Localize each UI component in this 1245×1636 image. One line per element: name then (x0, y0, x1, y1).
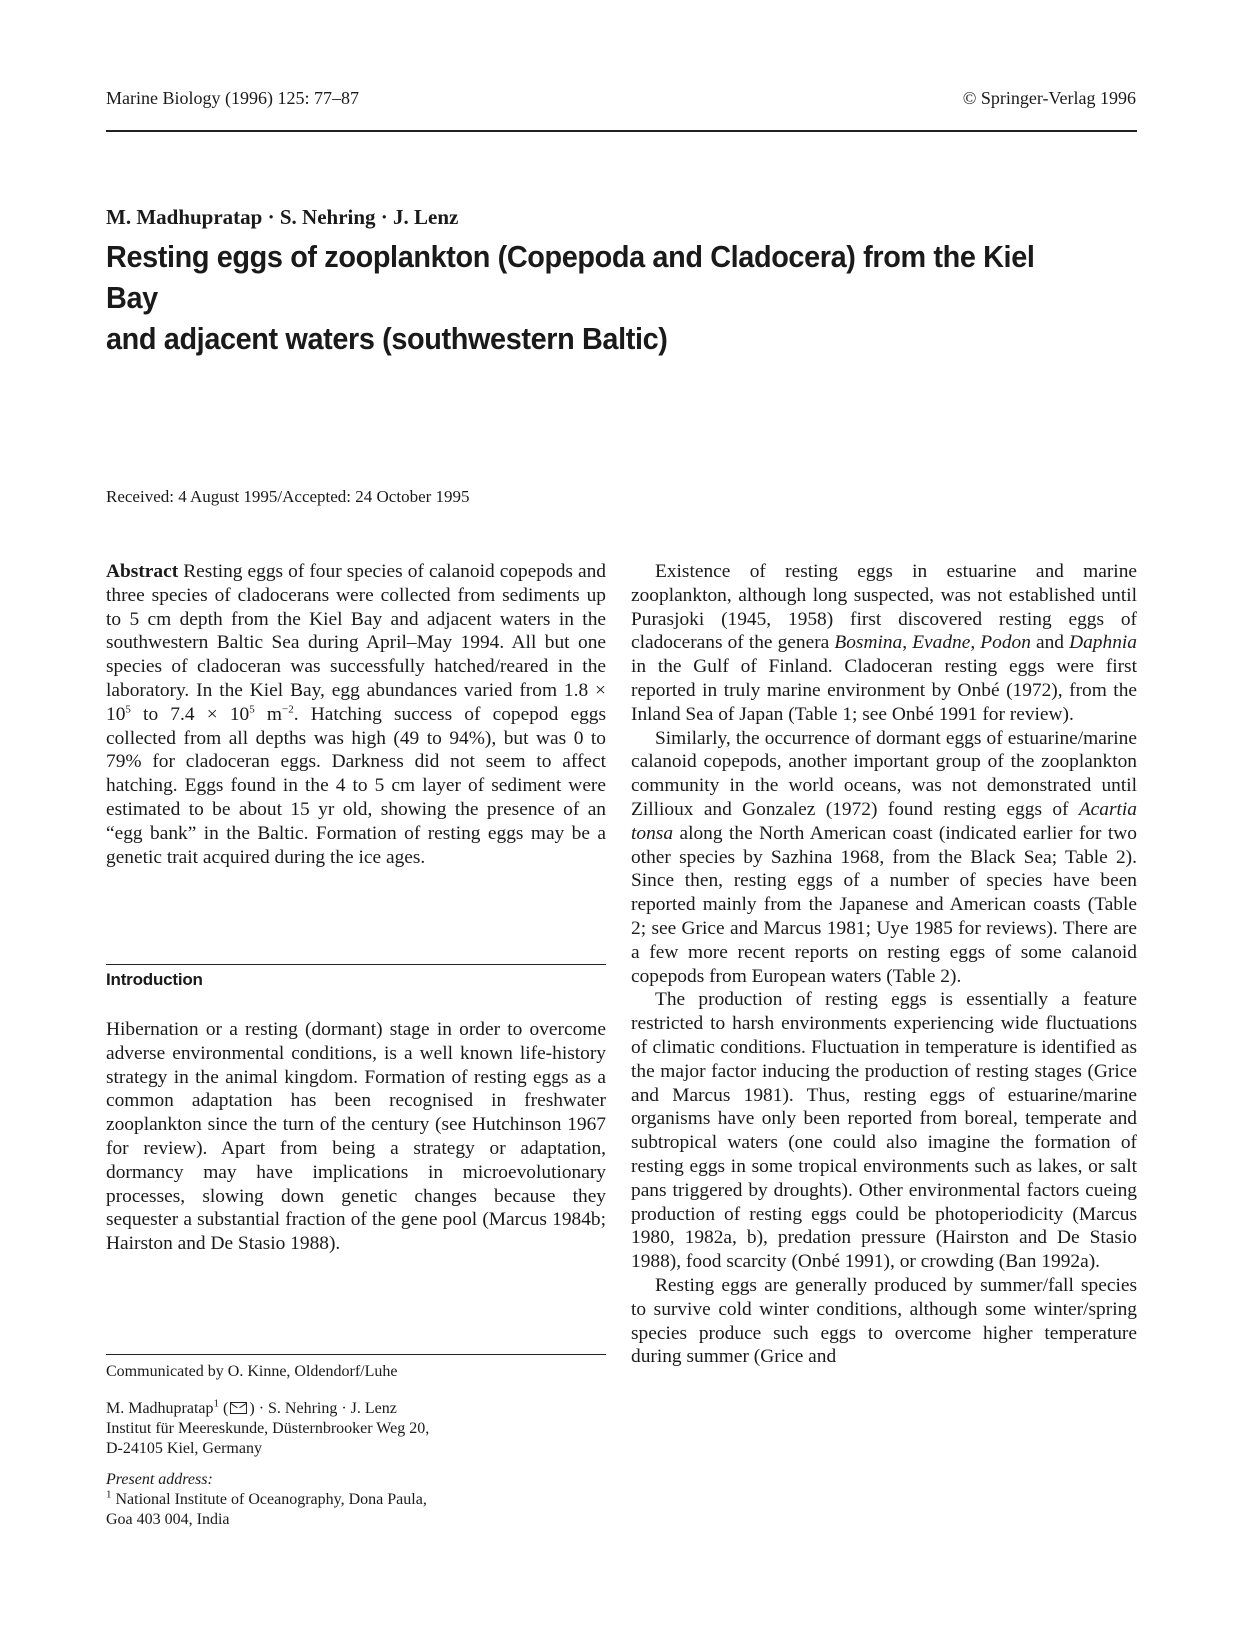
abstract-text: . Hatching success of copepod eggs collected from all depths was high (49 to 94%), but was 0 to 79% for cladoceran eggs. Darkness did not seem to affect hatching. Eggs found in the 4 to 5 cm layer of sediment were estimated to be about 15 yr old, showing the presence of an “egg bank” in the Baltic. Formation of resting eggs may be a genetic trait acquired during the ice ages. (106, 703, 607, 868)
copyright-notice: © Springer-Verlag 1996 (962, 88, 1136, 108)
article-title (106, 236, 1073, 359)
body-paragraph (631, 560, 1137, 727)
title-line-1: Resting eggs of zooplankton (Copepoda and Cladocera) from the Kiel Bay (106, 239, 1035, 315)
body-paragraph (631, 727, 1137, 989)
present-address (106, 1470, 427, 1530)
author-name: M. Madhupratap (106, 1400, 214, 1417)
abstract-text: m (254, 703, 282, 725)
exponent: −2 (281, 703, 294, 716)
separator: and (1030, 632, 1070, 654)
communicated-text: Communicated by O. Kinne, Oldendorf/Luhe (106, 1363, 398, 1380)
introduction-heading: Introduction (106, 970, 203, 989)
author-address (106, 1399, 429, 1459)
genus-name: Podon (980, 632, 1031, 654)
present-address-text: National Institute of Oceanography, Dona Paula, (111, 1491, 427, 1508)
journal-citation: Marine Biology (1996) 125: 77–87 (106, 88, 359, 108)
institute-address: Institut für Meereskunde, Düsternbrooker Weg 20, (106, 1420, 430, 1437)
abstract-label: Abstract (106, 561, 179, 582)
title-line-2: and adjacent waters (southwestern Baltic) (106, 321, 668, 356)
body-text: Existence of resting eggs in estuarine and marine zooplankton, although long suspected, was not established until Purasjoki (1945, 1958) first discovered resting eggs of cladocerans of the genera (631, 561, 1137, 654)
author-list: M. Madhupratap · S. Nehring · J. Lenz (106, 205, 459, 229)
section-divider (106, 964, 606, 965)
body-text: in the Gulf of Finland. Cladoceran resting eggs were first reported in truly marine environment by Onbé (1972), from the Inland Sea of Japan (Table 1; see Onbé 1991 for review). (631, 656, 1137, 725)
body-text: along the North American coast (indicated earlier for two other species by Sazhina 1968, from the Black Sea; Table 2). Since then, resting eggs of a number of species have been reported mainly from the Japanese and American coasts (Table 2; see Grice and Marcus 1981; Uye 1985 for reviews). There are a few more recent reports on resting eggs of some calanoid copepods from European waters (Table 2). (631, 822, 1137, 987)
coauthors: · S. Nehring · J. Lenz (254, 1400, 397, 1417)
exponent: 5 (125, 703, 131, 716)
abstract-paragraph (106, 560, 606, 869)
header-divider (106, 130, 1137, 132)
genus-name: Bosmina (834, 632, 903, 654)
running-head (106, 88, 1136, 109)
genus-name: Daphnia (1069, 632, 1137, 654)
body-paragraph: Resting eggs are generally produced by summer/fall species to survive cold winter conditions, although some winter/spring species produce such eggs to overcome higher temperature during summer (Grice and (631, 1274, 1137, 1368)
body-paragraph: The production of resting eggs is essentially a feature restricted to harsh environments experiencing wide fluctuations of climatic conditions. Fluctuation in temperature is identified as the major factor inducing the production of resting stages (Grice and Marcus 1981). Thus, resting eggs of estuarine/marine organisms have only been reported from boreal, temperate and subtropical waters (one could also imagine the formation of resting eggs in some tropical environments such as lakes, or salt pans triggered by droughts). Other environmental factors cueing production of resting eggs could be photoperiodicity (Marcus 1980, 1982a, b), predation pressure (Hairston and De Stasio 1988), food scarcity (Onbé 1991), or crowding (Ban 1992a). (631, 989, 1137, 1273)
present-address-label: Present address: (106, 1471, 213, 1488)
right-column (631, 560, 1137, 1369)
abstract-text: Resting eggs of four species of calanoid copepods and three species of cladocerans were collected from sediments up to 5 cm depth from the Kiel Bay and adjacent waters in the southwestern Baltic Sea during April–May 1994. All but one species of cladoceran was successfully hatched/reared in the laboratory. In the Kiel Bay, egg abundances varied from 1.8 × 10 (106, 561, 606, 725)
present-address-line (106, 1490, 427, 1510)
introduction-body (106, 1018, 606, 1256)
author-superscript: 1 (213, 1397, 220, 1410)
received-dates: Received: 4 August 1995/Accepted: 24 October 1995 (106, 487, 470, 506)
separator: , (970, 632, 981, 654)
communicated-note (106, 1362, 398, 1382)
envelope-icon (230, 1402, 247, 1414)
body-text: Similarly, the occurrence of dormant eggs of estuarine/marine calanoid copepods, another important group of the zooplankton community in the world oceans, was not demonstrated until Zillioux and Gonzalez (1972) found resting eggs of (631, 727, 1137, 820)
abstract-text: to 7.4 × 10 (130, 703, 250, 725)
abstract-block (106, 560, 606, 869)
species-name: Acartia tonsa (631, 798, 1137, 844)
genus-name: Evadne (912, 632, 971, 654)
introduction-paragraph: Hibernation or a resting (dormant) stage in order to overcome adverse environmental conditions, is a well known life-history strategy in the animal kingdom. Formation of resting eggs as a common adaptation has been recognised in freshwater zooplankton since the turn of the century (see Hutchinson 1967 for review). Apart from being a strategy or adaptation, dormancy may have implications in microevolutionary processes, slowing down genetic changes because they sequester a substantial fraction of the gene pool (Marcus 1984b; Hairston and De Stasio 1988). (106, 1019, 606, 1255)
present-superscript: 1 (106, 1488, 112, 1501)
present-address-city: Goa 403 004, India (106, 1511, 230, 1528)
exponent: 5 (249, 703, 255, 716)
institute-city: D-24105 Kiel, Germany (106, 1440, 262, 1457)
corresponding-author-line: M. Madhupratap$^1$ ( ) · S. Nehring · J. Lenz (106, 1397, 397, 1417)
footnote-divider (106, 1354, 606, 1355)
separator: , (902, 632, 913, 654)
